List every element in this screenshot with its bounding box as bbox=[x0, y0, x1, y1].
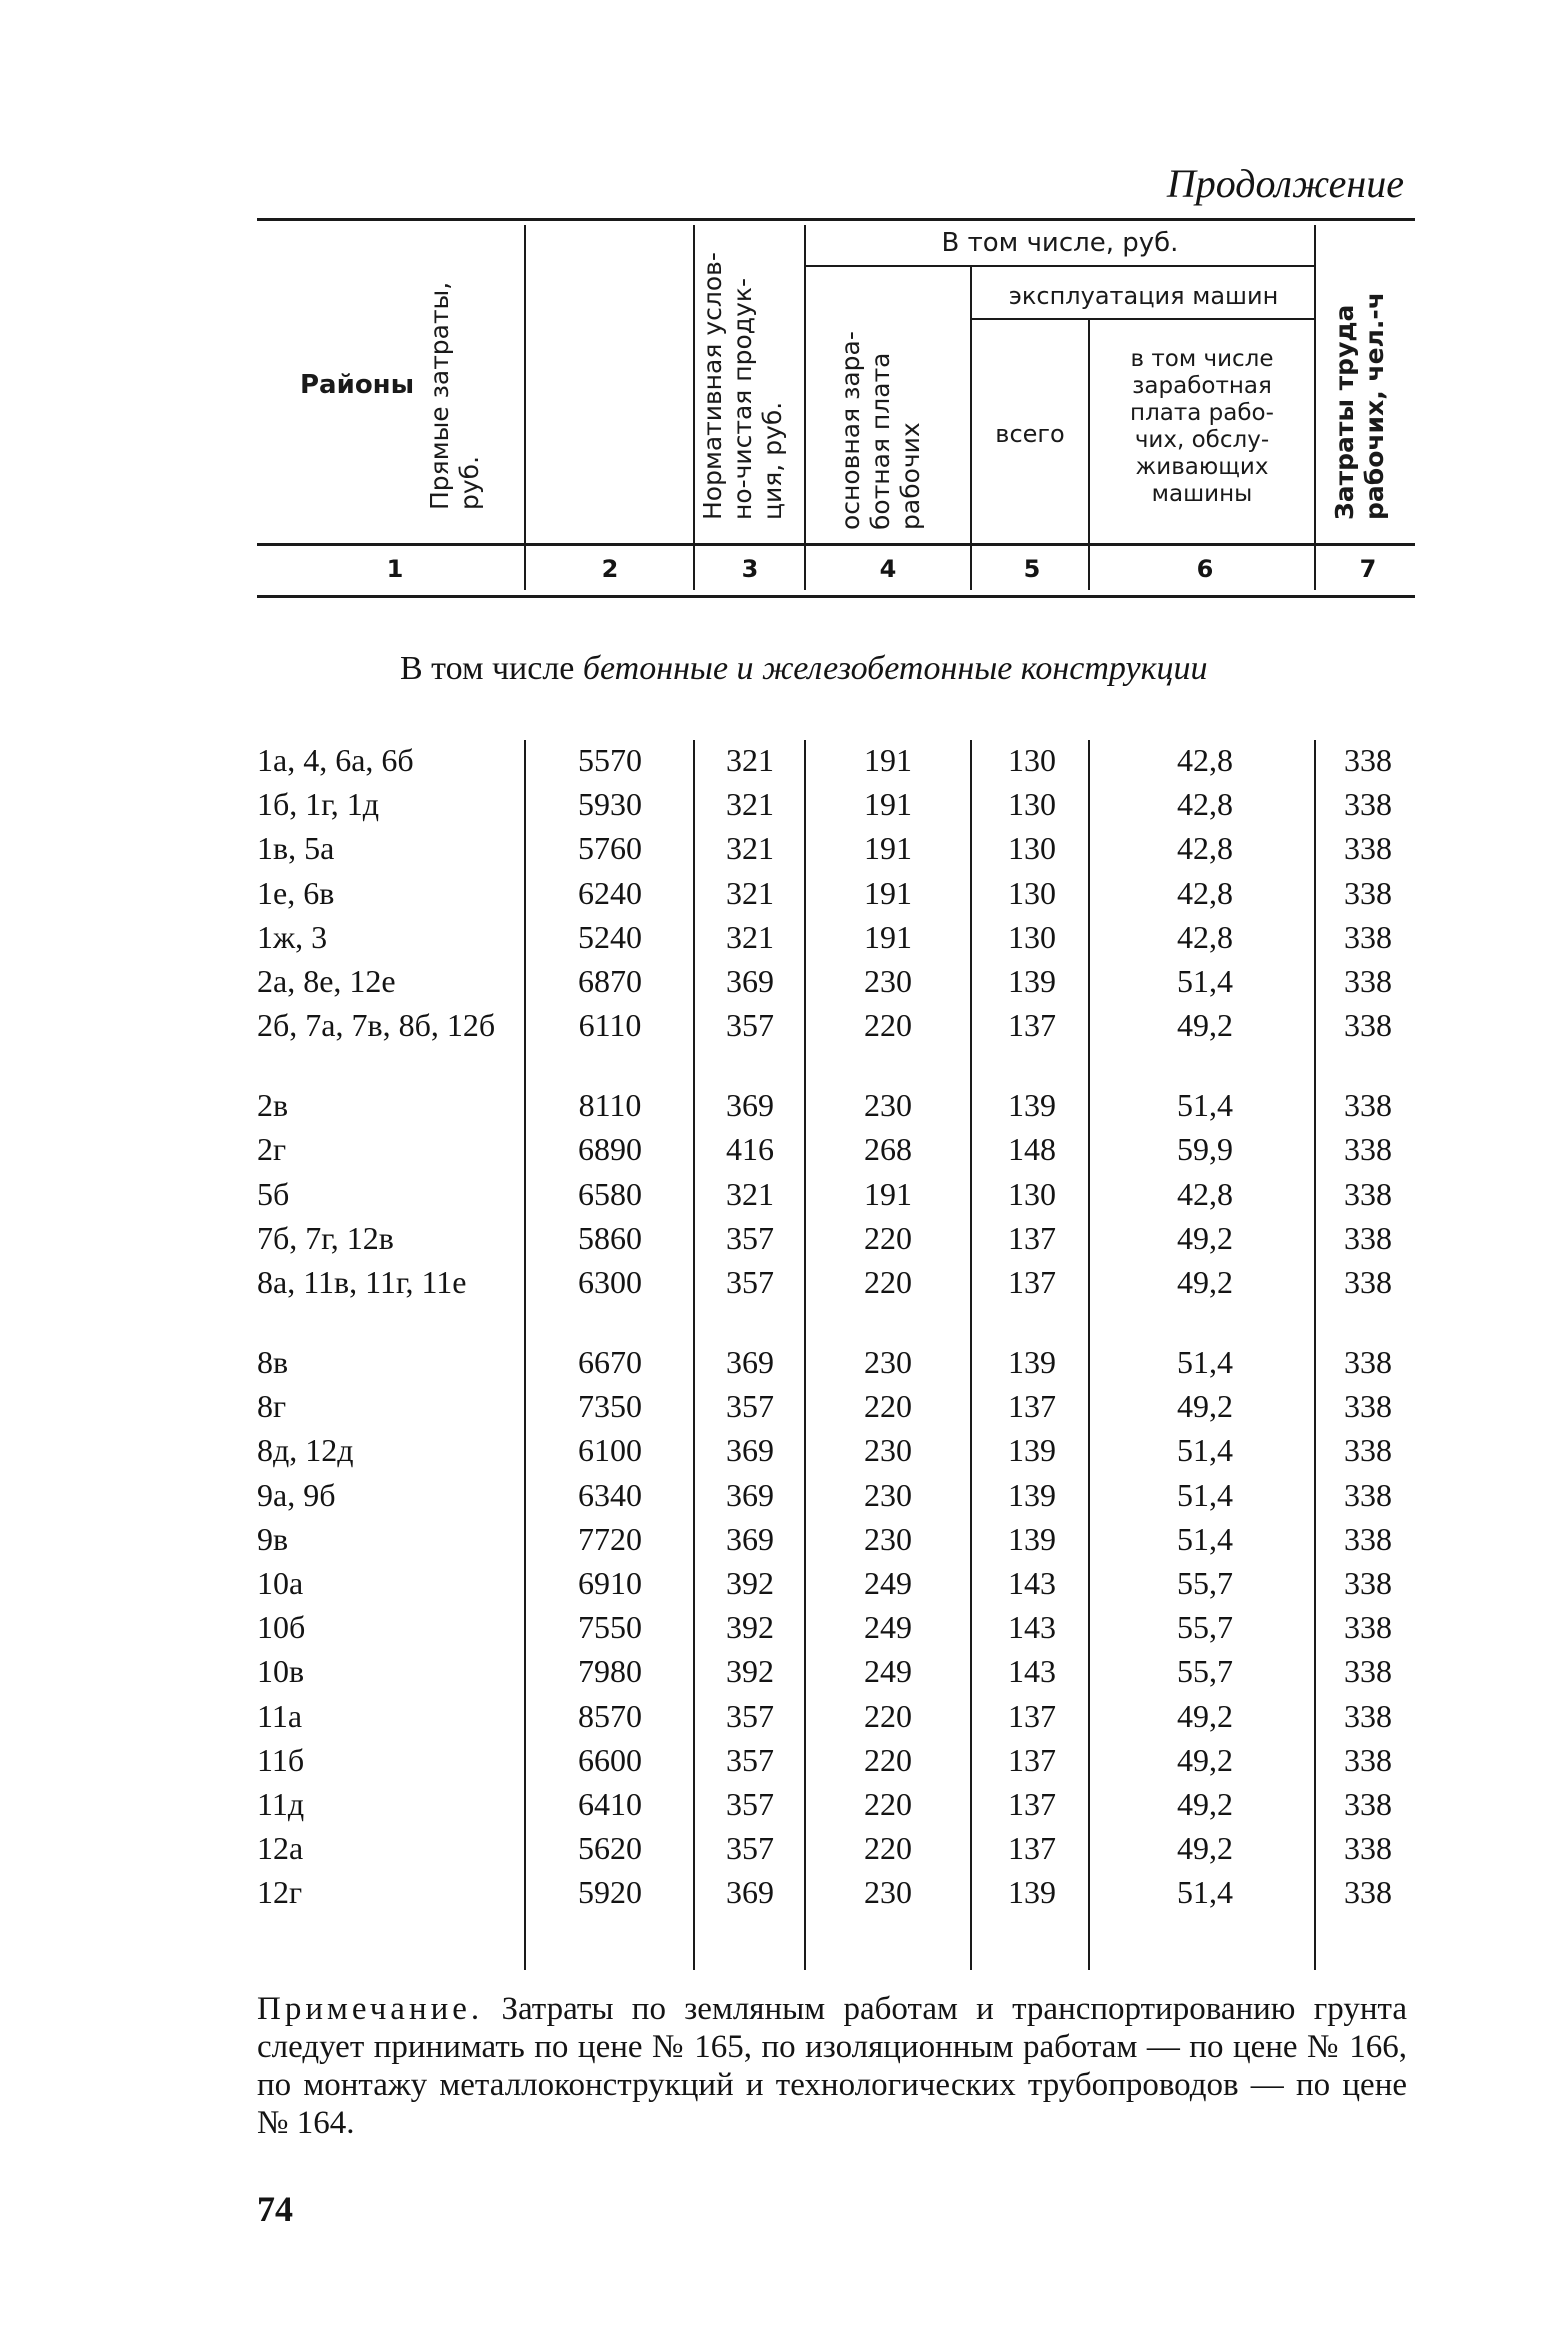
row-value: 220 bbox=[864, 1007, 912, 1044]
row-value: 49,2 bbox=[1177, 1697, 1233, 1734]
row-value: 338 bbox=[1344, 1609, 1392, 1646]
row-region: 2а, 8е, 12е bbox=[257, 963, 396, 999]
row-value: 6300 bbox=[578, 1264, 642, 1300]
row-value: 6890 bbox=[578, 1131, 642, 1168]
row-value: 357 bbox=[726, 1007, 774, 1044]
row-value: 49,2 bbox=[1177, 1830, 1233, 1867]
row-value: 49,2 bbox=[1177, 1219, 1233, 1256]
footnote-text: Затраты по земляным работам и транспортированию грунта следует принимать по цене № 165, по изоляционным работам — по цене № 166, по монтажу металлоконструкций и технологических трубопроводов — по цене № 164. bbox=[257, 1991, 1407, 2141]
section-title-plain: В том числе bbox=[400, 650, 583, 687]
row-value: 42,8 bbox=[1177, 918, 1233, 955]
row-value: 5240 bbox=[578, 918, 642, 955]
row-region: 1е, 6в bbox=[257, 874, 335, 911]
row-value: 357 bbox=[726, 1830, 774, 1867]
row-value: 230 bbox=[864, 963, 912, 999]
row-value: 220 bbox=[864, 1741, 912, 1778]
row-region: 1б, 1г, 1д bbox=[257, 786, 380, 823]
row-value: 5930 bbox=[578, 786, 642, 823]
header-base-wage: основная зара- ботная плата рабочих bbox=[836, 331, 925, 530]
row-region: 9а, 9б bbox=[257, 1476, 336, 1513]
row-value: 51,4 bbox=[1177, 1874, 1233, 1911]
row-value: 6240 bbox=[578, 874, 642, 911]
row-value: 220 bbox=[864, 1786, 912, 1822]
row-value: 130 bbox=[1008, 786, 1056, 823]
row-value: 49,2 bbox=[1177, 1741, 1233, 1778]
row-value: 55,7 bbox=[1177, 1565, 1233, 1601]
row-value: 230 bbox=[864, 1087, 912, 1124]
footnote bbox=[257, 1990, 1407, 2142]
row-value: 51,4 bbox=[1177, 1520, 1233, 1557]
row-value: 357 bbox=[726, 1219, 774, 1256]
row-value: 6580 bbox=[578, 1175, 642, 1212]
row-region: 12а bbox=[257, 1830, 304, 1867]
row-value: 42,8 bbox=[1177, 742, 1233, 778]
row-value: 338 bbox=[1344, 742, 1392, 778]
page-number: 74 bbox=[257, 2189, 293, 2229]
row-value: 338 bbox=[1344, 918, 1392, 955]
row-value: 139 bbox=[1008, 1476, 1056, 1513]
row-value: 8570 bbox=[578, 1697, 642, 1734]
row-value: 338 bbox=[1344, 1653, 1392, 1690]
row-region: 8в bbox=[257, 1344, 289, 1380]
column-number: 5 bbox=[1023, 555, 1041, 583]
row-region: 1а, 4, 6а, 6б bbox=[257, 742, 414, 778]
row-region: 2в bbox=[257, 1087, 289, 1124]
row-region: 8д, 12д bbox=[257, 1432, 354, 1469]
row-value: 369 bbox=[726, 1344, 774, 1380]
row-region: 8г bbox=[257, 1388, 287, 1425]
header-labor-costs: Затраты труда рабочих, чел.-ч bbox=[1330, 292, 1389, 520]
row-value: 369 bbox=[726, 1087, 774, 1124]
row-value: 338 bbox=[1344, 874, 1392, 911]
row-value: 49,2 bbox=[1177, 1264, 1233, 1300]
row-value: 321 bbox=[726, 1175, 774, 1212]
header-machines-total: всего bbox=[995, 420, 1065, 448]
row-value: 137 bbox=[1008, 1007, 1056, 1044]
row-region: 11а bbox=[257, 1697, 303, 1734]
row-value: 42,8 bbox=[1177, 830, 1233, 867]
row-value: 369 bbox=[726, 963, 774, 999]
row-value: 130 bbox=[1008, 742, 1056, 778]
row-value: 338 bbox=[1344, 1388, 1392, 1425]
row-value: 416 bbox=[726, 1131, 774, 1168]
row-value: 51,4 bbox=[1177, 1476, 1233, 1513]
row-value: 338 bbox=[1344, 1131, 1392, 1168]
row-value: 6600 bbox=[578, 1741, 642, 1778]
row-region: 5б bbox=[257, 1175, 290, 1212]
row-value: 49,2 bbox=[1177, 1388, 1233, 1425]
row-value: 49,2 bbox=[1177, 1786, 1233, 1822]
row-value: 338 bbox=[1344, 1344, 1392, 1380]
row-value: 143 bbox=[1008, 1565, 1056, 1601]
row-value: 220 bbox=[864, 1830, 912, 1867]
row-value: 338 bbox=[1344, 1007, 1392, 1044]
row-value: 5620 bbox=[578, 1830, 642, 1867]
header-machines-wage: в том числе заработная плата рабо- чих, обслу- живающих машины bbox=[1130, 346, 1274, 507]
row-region: 11б bbox=[257, 1741, 305, 1778]
row-region: 11д bbox=[257, 1786, 305, 1822]
row-value: 321 bbox=[726, 830, 774, 867]
row-value: 42,8 bbox=[1177, 1175, 1233, 1212]
row-value: 6910 bbox=[578, 1565, 642, 1601]
row-value: 338 bbox=[1344, 1741, 1392, 1778]
row-value: 220 bbox=[864, 1264, 912, 1300]
row-value: 230 bbox=[864, 1874, 912, 1911]
row-value: 51,4 bbox=[1177, 1432, 1233, 1469]
row-value: 130 bbox=[1008, 918, 1056, 955]
row-value: 321 bbox=[726, 874, 774, 911]
row-value: 369 bbox=[726, 1520, 774, 1557]
row-value: 51,4 bbox=[1177, 963, 1233, 999]
column-number: 7 bbox=[1359, 555, 1377, 583]
header-machines-group: эксплуатация машин bbox=[1008, 282, 1279, 310]
row-value: 137 bbox=[1008, 1697, 1056, 1734]
row-value: 338 bbox=[1344, 830, 1392, 867]
row-value: 321 bbox=[726, 786, 774, 823]
header-including-group: В том числе, руб. bbox=[941, 228, 1179, 258]
row-value: 321 bbox=[726, 742, 774, 778]
row-value: 6340 bbox=[578, 1476, 642, 1513]
row-value: 137 bbox=[1008, 1830, 1056, 1867]
row-value: 6110 bbox=[578, 1007, 642, 1044]
row-value: 143 bbox=[1008, 1609, 1056, 1646]
row-region: 7б, 7г, 12в bbox=[257, 1219, 394, 1256]
row-value: 249 bbox=[864, 1653, 912, 1690]
row-value: 139 bbox=[1008, 1087, 1056, 1124]
row-value: 392 bbox=[726, 1609, 774, 1646]
row-region: 1в, 5а bbox=[257, 830, 335, 867]
header-net-product: Нормативная услов- но-чистая продук- ция, руб. bbox=[698, 252, 787, 520]
row-value: 357 bbox=[726, 1697, 774, 1734]
row-value: 130 bbox=[1008, 1175, 1056, 1212]
row-value: 191 bbox=[864, 742, 912, 778]
row-value: 7980 bbox=[578, 1653, 642, 1690]
row-value: 55,7 bbox=[1177, 1653, 1233, 1690]
row-value: 369 bbox=[726, 1874, 774, 1911]
row-value: 42,8 bbox=[1177, 786, 1233, 823]
row-value: 220 bbox=[864, 1388, 912, 1425]
row-region: 10а bbox=[257, 1565, 304, 1601]
row-value: 321 bbox=[726, 918, 774, 955]
row-value: 220 bbox=[864, 1697, 912, 1734]
row-value: 338 bbox=[1344, 1697, 1392, 1734]
row-value: 55,7 bbox=[1177, 1609, 1233, 1646]
row-value: 338 bbox=[1344, 963, 1392, 999]
row-region: 2б, 7а, 7в, 8б, 12б bbox=[257, 1007, 496, 1044]
row-value: 137 bbox=[1008, 1388, 1056, 1425]
continuation-label: Продолжение bbox=[1166, 161, 1404, 206]
row-value: 230 bbox=[864, 1344, 912, 1380]
row-value: 338 bbox=[1344, 1520, 1392, 1557]
footnote-label: Примечание. bbox=[257, 1991, 484, 2027]
row-value: 130 bbox=[1008, 874, 1056, 911]
row-region: 9в bbox=[257, 1520, 289, 1557]
row-value: 338 bbox=[1344, 1432, 1392, 1469]
row-value: 148 bbox=[1008, 1131, 1056, 1168]
row-value: 6100 bbox=[578, 1432, 642, 1469]
row-value: 6410 bbox=[578, 1786, 642, 1822]
row-value: 143 bbox=[1008, 1653, 1056, 1690]
row-value: 137 bbox=[1008, 1786, 1056, 1822]
row-region: 12г bbox=[257, 1874, 303, 1911]
row-value: 139 bbox=[1008, 1344, 1056, 1380]
row-value: 230 bbox=[864, 1432, 912, 1469]
row-value: 220 bbox=[864, 1219, 912, 1256]
row-value: 7720 bbox=[578, 1520, 642, 1557]
row-value: 139 bbox=[1008, 963, 1056, 999]
row-value: 392 bbox=[726, 1653, 774, 1690]
row-value: 139 bbox=[1008, 1874, 1056, 1911]
row-value: 338 bbox=[1344, 786, 1392, 823]
row-value: 191 bbox=[864, 1175, 912, 1212]
row-region: 1ж, 3 bbox=[257, 918, 328, 955]
row-value: 338 bbox=[1344, 1264, 1392, 1300]
row-value: 137 bbox=[1008, 1264, 1056, 1300]
row-value: 42,8 bbox=[1177, 874, 1233, 911]
row-region: 10в bbox=[257, 1653, 305, 1690]
row-value: 268 bbox=[864, 1131, 912, 1168]
section-title-italic: бетонные и железобетонные конструкции bbox=[582, 650, 1208, 687]
row-value: 338 bbox=[1344, 1786, 1392, 1822]
row-value: 338 bbox=[1344, 1565, 1392, 1601]
row-value: 230 bbox=[864, 1476, 912, 1513]
row-value: 369 bbox=[726, 1432, 774, 1469]
row-value: 7350 bbox=[578, 1388, 642, 1425]
row-value: 191 bbox=[864, 874, 912, 911]
row-value: 191 bbox=[864, 918, 912, 955]
row-value: 139 bbox=[1008, 1520, 1056, 1557]
row-value: 230 bbox=[864, 1520, 912, 1557]
row-value: 338 bbox=[1344, 1175, 1392, 1212]
row-value: 6670 bbox=[578, 1344, 642, 1380]
row-value: 137 bbox=[1008, 1741, 1056, 1778]
row-value: 7550 bbox=[578, 1609, 642, 1646]
row-value: 357 bbox=[726, 1264, 774, 1300]
row-region: 2г bbox=[257, 1131, 287, 1168]
row-value: 59,9 bbox=[1177, 1131, 1233, 1168]
header-direct-costs: Прямые затраты, руб. bbox=[425, 281, 484, 510]
row-value: 5860 bbox=[578, 1219, 642, 1256]
row-region: 8а, 11в, 11г, 11е bbox=[257, 1264, 467, 1300]
row-value: 338 bbox=[1344, 1830, 1392, 1867]
row-value: 130 bbox=[1008, 830, 1056, 867]
row-value: 357 bbox=[726, 1741, 774, 1778]
row-value: 338 bbox=[1344, 1476, 1392, 1513]
row-value: 5570 bbox=[578, 742, 642, 778]
row-value: 249 bbox=[864, 1565, 912, 1601]
row-value: 338 bbox=[1344, 1874, 1392, 1911]
row-value: 5920 bbox=[578, 1874, 642, 1911]
row-value: 338 bbox=[1344, 1219, 1392, 1256]
row-value: 338 bbox=[1344, 1087, 1392, 1124]
row-value: 191 bbox=[864, 830, 912, 867]
row-value: 51,4 bbox=[1177, 1087, 1233, 1124]
row-value: 137 bbox=[1008, 1219, 1056, 1256]
column-number: 6 bbox=[1196, 555, 1214, 583]
column-number: 4 bbox=[879, 555, 897, 583]
row-region: 10б bbox=[257, 1609, 306, 1646]
row-value: 369 bbox=[726, 1476, 774, 1513]
header-regions: Районы bbox=[300, 370, 415, 400]
column-number: 2 bbox=[601, 555, 619, 583]
row-value: 6870 bbox=[578, 963, 642, 999]
row-value: 357 bbox=[726, 1388, 774, 1425]
row-value: 249 bbox=[864, 1609, 912, 1646]
row-value: 5760 bbox=[578, 830, 642, 867]
row-value: 8110 bbox=[578, 1087, 642, 1124]
row-value: 49,2 bbox=[1177, 1007, 1233, 1044]
column-number: 1 bbox=[386, 555, 404, 583]
row-value: 51,4 bbox=[1177, 1344, 1233, 1380]
row-value: 392 bbox=[726, 1565, 774, 1601]
column-number: 3 bbox=[741, 555, 759, 583]
row-value: 357 bbox=[726, 1786, 774, 1822]
row-value: 191 bbox=[864, 786, 912, 823]
row-value: 139 bbox=[1008, 1432, 1056, 1469]
